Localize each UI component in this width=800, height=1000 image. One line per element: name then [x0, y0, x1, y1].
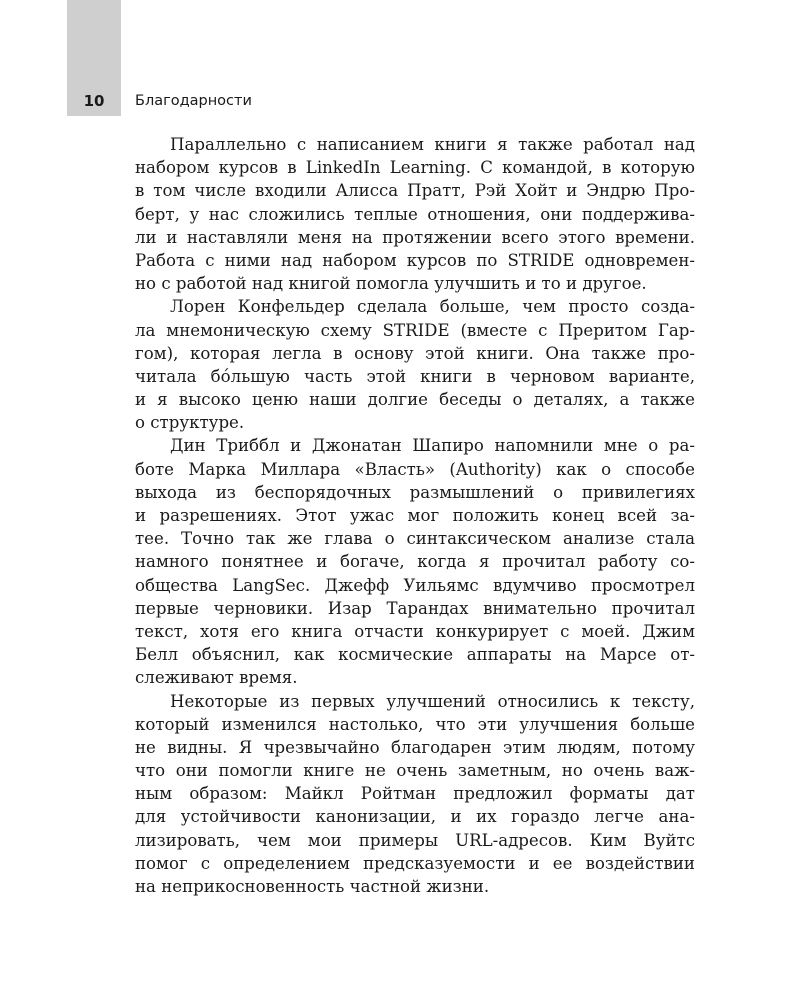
paragraph [135, 133, 695, 295]
text-line: Некоторые из первых улучшений относились к тексту, [170, 691, 695, 711]
text-line: первые черновики. Изар Тарандах внимательно прочитал [135, 598, 695, 618]
text-line: Лорен Конфельдер сделала больше, чем просто созда- [170, 297, 695, 317]
running-header-title: Благодарности [135, 93, 252, 109]
text-line: Дин Триббл и Джонатан Шапиро напомнили мне о ра- [170, 436, 695, 456]
text-line: боте Марка Миллара «Власть» (Authority) как о способе [135, 459, 695, 479]
text-line: в том числе входили Алисса Пратт, Рэй Хойт и Эндрю Про- [135, 181, 695, 201]
text-line: но с работой над книгой помогла улучшить и то и другое. [135, 274, 647, 294]
text-line: и я высоко ценю наши долгие беседы о деталях, а также [135, 390, 695, 410]
text-line: лизировать, чем мои примеры URL-адресов. Ким Вуйтс [135, 830, 695, 850]
text-line: читала бóльшую часть этой книги в черновом варианте, [135, 366, 695, 386]
text-line: гом), которая легла в основу этой книги. Она также про- [135, 343, 695, 363]
text-line: набором курсов в LinkedIn Learning. С командой, в которую [135, 158, 695, 178]
text-line: Белл объяснил, как космические аппараты на Марсе от- [135, 645, 695, 665]
body-text [135, 133, 695, 898]
text-line: берт, у нас сложились теплые отношения, они поддержива- [135, 204, 695, 224]
text-line: слеживают время. [135, 668, 298, 688]
text-line: для устойчивости канонизации, и их гораздо легче ана- [135, 807, 695, 827]
text-line: который изменился настолько, что эти улучшения больше [135, 714, 695, 734]
text-line: тее. Точно так же глава о синтаксическом анализе стала [135, 529, 695, 549]
text-line: ным образом: Майкл Ройтман предложил форматы дат [135, 784, 695, 804]
text-line: не видны. Я чрезвычайно благодарен этим людям, потому [135, 737, 695, 757]
text-line: намного понятнее и богаче, когда я прочитал работу со- [135, 552, 695, 572]
paragraph [135, 434, 695, 689]
paragraph [135, 295, 695, 434]
text-line: ли и наставляли меня на протяжении всего этого времени. [135, 227, 695, 247]
text-line: и разрешениях. Этот ужас мог положить конец всей за- [135, 506, 695, 525]
page-number: 10 [83, 92, 105, 110]
text-line: ла мнемоническую схему STRIDE (вместе с Преритом Гар- [135, 320, 695, 340]
text-line: о структуре. [135, 413, 245, 433]
text-line: на неприкосновенность частной жизни. [135, 877, 490, 896]
text-line: Параллельно с написанием книги я также работал над [170, 135, 695, 154]
text-line: Работа с ними над набором курсов по STRIDE одновремен- [135, 250, 695, 270]
text-line: помог с определением предсказуемости и ее воздействии [135, 853, 695, 873]
text-line: выхода из беспорядочных размышлений о привилегиях [135, 482, 695, 502]
paragraph [135, 690, 695, 899]
text-line: текст, хотя его книга отчасти конкурирует с моей. Джим [135, 621, 695, 641]
text-line: что они помогли книге не очень заметным, но очень важ- [135, 761, 695, 781]
text-line: общества LangSec. Джефф Уильямс вдумчиво просмотрел [135, 575, 695, 595]
